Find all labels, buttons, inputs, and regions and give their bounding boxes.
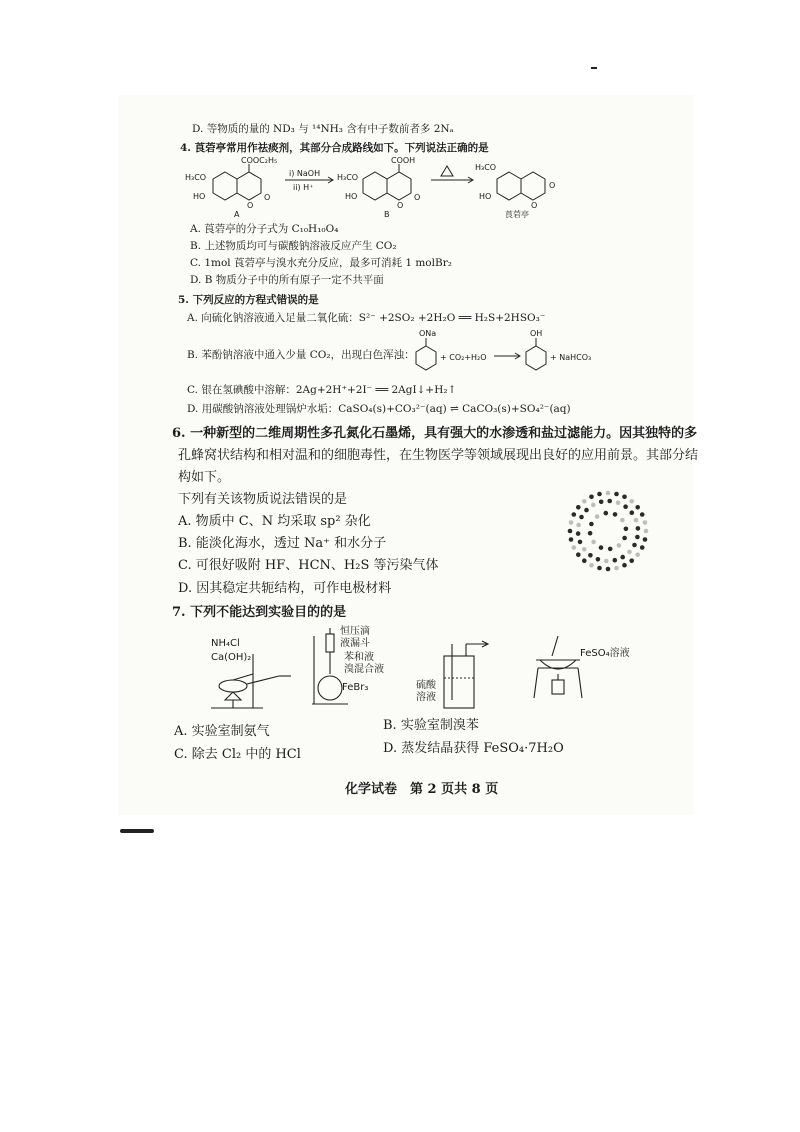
lattice-atom (591, 540, 596, 545)
lattice-atom (604, 511, 609, 516)
scan-mark-bottom (120, 829, 154, 833)
lattice-atom (622, 536, 627, 541)
lattice-atom (613, 512, 618, 517)
q5-option-d: D. 用碳酸钠溶液处理锅炉水垢：CaSO₄(s)+CO₃²⁻(aq) ⇌ CaCO₃(s)+SO₄²⁻(aq) (187, 403, 571, 415)
q5-option-c: C. 银在氢碘酸中溶解：2Ag+2H⁺+2I⁻ ══ 2AgI↓+H₂↑ (187, 384, 457, 396)
lattice-atom (579, 515, 584, 520)
lattice-atom (640, 545, 645, 550)
lattice-atom (588, 531, 593, 536)
lattice-atom (578, 540, 583, 545)
lattice-atom (607, 499, 612, 504)
lattice-atom (569, 537, 574, 542)
q7-apparatus-a (203, 634, 295, 712)
lattice-atom (596, 557, 601, 562)
q4-label-product: 莨菪亭 (505, 210, 529, 219)
page-footer: 化学试卷 第 2 页共 8 页 (345, 782, 499, 797)
lattice-atom (622, 495, 627, 500)
q5-b-byproduct: + NaHCO₃ (550, 353, 592, 362)
lattice-atom (576, 505, 581, 510)
lattice-atom (634, 518, 639, 523)
q5-b-oh: OH (530, 329, 543, 338)
lattice-atom (595, 514, 600, 519)
lattice-atom (635, 552, 640, 557)
q5-option-b-equation (410, 326, 610, 378)
q4-label-a: A (234, 210, 240, 219)
q7-b-label-2: 液漏斗 (340, 638, 370, 649)
q7-c-label-2: 溶液 (416, 692, 436, 703)
lattice-atom (576, 523, 581, 528)
q4-a-ho: HO (193, 192, 206, 201)
lattice-atom (624, 527, 629, 532)
q6-stem-line1: 6. 一种新型的二维周期性多孔氮化石墨烯，具有强大的水渗透和盐过滤能力。因其独特的多 (172, 426, 698, 441)
lattice-atom (584, 508, 589, 513)
lattice-atom (627, 550, 632, 555)
lattice-atom (591, 503, 596, 508)
lattice-atom (608, 547, 613, 552)
lattice-atom (635, 535, 640, 540)
q7-b-label-5: FeBr₃ (342, 682, 369, 693)
q6-stem-line2: 孔蜂窝状结构和相对温和的细胞毒性，在生物医学等领域展现出良好的应用前景。其部分结 (178, 448, 699, 463)
q4-b-substituent: COOH (391, 156, 416, 165)
q3-option-d: D. 等物质的量的 ND₃ 与 ¹⁴NH₃ 含有中子数前者多 2Nₐ (192, 123, 454, 135)
lattice-atom (643, 537, 648, 542)
q7-a-label-2: Ca(OH)₂ (211, 652, 252, 663)
q4-option-a: A. 莨菪亭的分子式为 C₁₀H₁₀O₄ (190, 223, 339, 235)
q7-d-label: FeSO₄溶液 (580, 648, 630, 659)
q7-apparatus-b (308, 624, 384, 708)
q7-stem: 7. 下列不能达到实验目的的是 (172, 605, 347, 620)
lattice-atom (640, 512, 645, 517)
q4-synthesis-scheme (185, 156, 605, 218)
lattice-atom (597, 492, 602, 497)
lattice-atom (629, 499, 634, 504)
q4-product-carbonyl-o: O (549, 181, 556, 190)
q4-a-ring-o: O (247, 201, 254, 210)
lattice-atom (568, 529, 573, 534)
q7-a-label-1: NH₄Cl (211, 638, 240, 649)
q7-apparatus-d (530, 634, 660, 704)
q6-option-a: A. 物质中 C、N 均采取 sp² 杂化 (178, 514, 371, 529)
q5-b-ona: ONa (419, 329, 437, 338)
lattice-atom (572, 512, 577, 517)
lattice-atom (582, 547, 587, 552)
lattice-atom (620, 555, 625, 560)
lattice-atom (635, 505, 640, 510)
q7-option-d: D. 蒸发结晶获得 FeSO₄·7H₂O (383, 741, 564, 756)
q4-reagent-2: ii) H⁺ (293, 183, 314, 192)
q4-option-c: C. 1mol 莨菪亭与溴水充分反应，最多可消耗 1 molBr₂ (190, 257, 452, 269)
lattice-atom (589, 522, 594, 527)
q4-label-b: B (384, 210, 390, 219)
q5-stem: 5. 下列反应的方程式错误的是 (178, 294, 319, 306)
q6-option-c: C. 可很好吸附 HF、HCN、H₂S 等污染气体 (178, 558, 439, 573)
lattice-atom (630, 510, 635, 515)
q4-a-carbonyl-o: O (264, 193, 271, 202)
lattice-atom (588, 553, 593, 558)
lattice-atom (644, 529, 649, 534)
lattice-atom (589, 495, 594, 500)
lattice-atom (597, 566, 602, 571)
q4-reagent-1: i) NaOH (289, 169, 321, 178)
lattice-atom (582, 499, 587, 504)
lattice-atom (623, 504, 628, 509)
q6-stem-line3: 构如下。 (178, 470, 231, 485)
lattice-atom (632, 543, 637, 548)
q6-question: 下列有关该物质说法错误的是 (178, 492, 348, 507)
q4-b-meo: H₃CO (337, 173, 359, 182)
q4-product-ho: HO (479, 192, 492, 201)
lattice-atom (572, 545, 577, 550)
q6-porous-graphene-structure (564, 488, 652, 574)
lattice-atom (599, 500, 604, 505)
lattice-atom (606, 491, 611, 496)
q7-apparatus-c (412, 640, 502, 712)
q6-option-b: B. 能淡化海水，透过 Na⁺ 和水分子 (178, 536, 387, 551)
q4-option-d: D. B 物质分子中的所有原子一定不共平面 (190, 274, 384, 286)
q7-option-c: C. 除去 Cl₂ 中的 HCl (174, 747, 301, 762)
lattice-atom (614, 492, 619, 497)
q7-option-a: A. 实验室制氨气 (174, 724, 270, 739)
lattice-atom (620, 518, 625, 523)
lattice-atom (576, 552, 581, 557)
q7-b-label-3: 苯和液 (344, 652, 374, 663)
q4-a-substituent: COOC₂H₅ (241, 156, 278, 165)
lattice-atom (622, 563, 627, 568)
q7-option-b: B. 实验室制溴苯 (383, 718, 479, 733)
lattice-atom (617, 543, 622, 548)
q5-option-a: A. 向硫化钠溶液通入足量二氧化硫：S²⁻ +2SO₂ +2H₂O ══ H₂S+2HSO₃⁻ (187, 312, 546, 324)
lattice-atom (643, 520, 648, 525)
q5-option-b-text: B. 苯酚钠溶液中通入少量 CO₂，出现白色浑浊： (187, 349, 415, 361)
q4-b-ring-o: O (397, 201, 404, 210)
lattice-atom (589, 563, 594, 568)
q4-stem: 4. 莨菪亭常用作祛痰剂，其部分合成路线如下。下列说法正确的是 (180, 142, 489, 154)
q6-option-d: D. 因其稳定共轭结构，可作电极材料 (178, 581, 392, 596)
q4-b-carbonyl-o: O (414, 193, 421, 202)
lattice-atom (599, 545, 604, 550)
lattice-atom (606, 567, 611, 572)
q7-c-label-1: 硫酸 (416, 680, 436, 691)
q4-b-ho: HO (345, 192, 358, 201)
scan-mark-top (591, 67, 597, 69)
q4-product-ring-o: O (531, 201, 538, 210)
q5-b-mid: + CO₂+H₂O (440, 353, 487, 362)
q4-product-meo: H₃CO (475, 163, 497, 172)
lattice-atom (636, 526, 641, 531)
q4-a-meo: H₃CO (185, 173, 207, 182)
lattice-atom (616, 500, 621, 505)
lattice-atom (582, 558, 587, 563)
q7-b-label-4: 溴混合液 (344, 664, 384, 675)
lattice-atom (613, 558, 618, 563)
q4-option-b: B. 上述物质均可与碳酸钠溶液反应产生 CO₂ (190, 240, 397, 252)
lattice-atom (604, 559, 609, 564)
lattice-atom (614, 566, 619, 571)
lattice-atom (629, 558, 634, 563)
q7-b-label-1: 恒压滴 (340, 626, 370, 637)
lattice-atom (576, 531, 581, 536)
lattice-atom (569, 520, 574, 525)
